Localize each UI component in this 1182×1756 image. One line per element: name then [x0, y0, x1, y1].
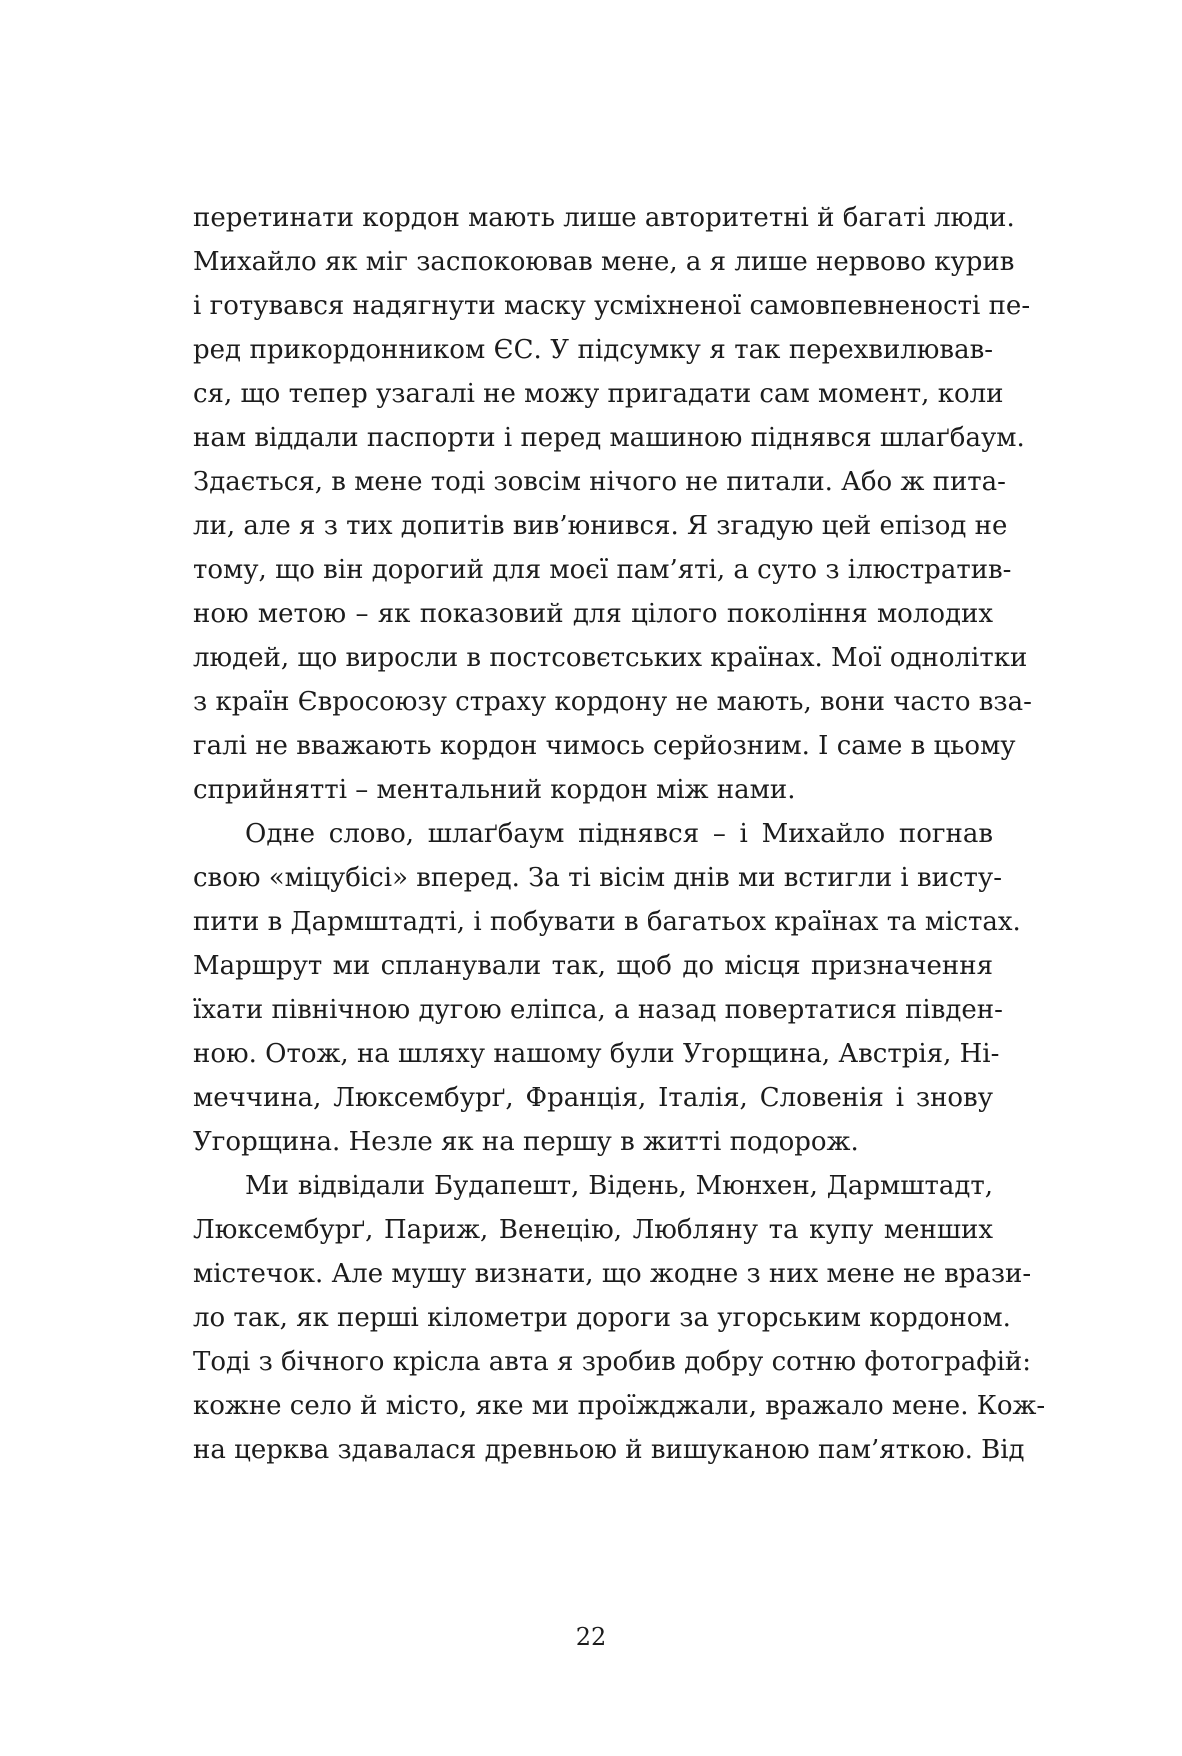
text-line: їхати північною дугою еліпса, а назад повертатися півден-: [193, 995, 1003, 1025]
text-line: ли, але я з тих допитів вив’юнився. Я згадую цей епізод не: [193, 511, 1008, 541]
text-line: Михайло як міг заспокоював мене, а я лише нервово курив: [193, 247, 1015, 277]
text-line: кожне село й місто, яке ми проїжджали, вражало мене. Кож-: [193, 1391, 1046, 1421]
text-line: і готувався надягнути маску усміхненої самовпевненості пе-: [193, 291, 1031, 321]
text-line: з країн Євросоюзу страху кордону не мають, вони часто вза-: [193, 687, 1032, 717]
body-text: [193, 196, 1046, 1472]
text-line: ною метою – як показовий для цілого покоління молодих: [193, 599, 993, 629]
text-line: меччина, Люксембурґ, Франція, Італія, Словенія і знову: [193, 1083, 993, 1113]
text-line: ред прикордонником ЄС. У підсумку я так перехвилював-: [193, 335, 993, 365]
text-line: людей, що виросли в постсовєтських країнах. Мої однолітки: [193, 643, 1028, 673]
text-line: ся, що тепер узагалі не можу пригадати сам момент, коли: [193, 379, 1004, 409]
text-line: Тоді з бічного крісла авта я зробив добру сотню фотографій:: [193, 1347, 1031, 1377]
text-line: свою «міцубісі» вперед. За ті вісім днів ми встигли і висту-: [193, 863, 1002, 893]
text-line: сприйнятті – ментальний кордон між нами.: [193, 775, 796, 805]
text-line: Здається, в мене тоді зовсім нічого не питали. Або ж пита-: [193, 467, 1006, 497]
text-line: Одне слово, шлаґбаум піднявся – і Михайло погнав: [245, 819, 993, 849]
text-line: галі не вважають кордон чимось серйозним. І саме в цьому: [193, 731, 1016, 761]
page-number: 22: [575, 1623, 607, 1651]
text-line: перетинати кордон мають лише авторитетні й багаті люди.: [193, 203, 1015, 233]
text-line: Маршрут ми спланували так, щоб до місця призначення: [193, 951, 993, 981]
paragraph-2: [193, 812, 1021, 1164]
text-line: ло так, як перші кілометри дороги за угорським кордоном.: [193, 1303, 1011, 1333]
text-line: нам віддали паспорти і перед машиною піднявся шлаґбаум.: [193, 423, 1025, 453]
text-line: Люксембурґ, Париж, Венецію, Любляну та купу менших: [193, 1215, 993, 1245]
paragraph-3: [193, 1164, 1046, 1472]
text-line: ною. Отож, на шляху нашому були Угорщина, Австрія, Ні-: [193, 1039, 1000, 1069]
text-line: містечок. Але мушу визнати, що жодне з них мене не врази-: [193, 1259, 1032, 1289]
text-line: на церква здавалася древньою й вишуканою пам’яткою. Від: [193, 1435, 1025, 1465]
paragraph-1: [193, 196, 1032, 812]
text-line: тому, що він дорогий для моєї пам’яті, а суто з ілюстратив-: [193, 555, 1012, 585]
text-line: Ми відвідали Будапешт, Відень, Мюнхен, Дармштадт,: [245, 1171, 993, 1201]
text-line: Угорщина. Незле як на першу в житті подорож.: [193, 1127, 859, 1157]
text-line: пити в Дармштадті, і побувати в багатьох країнах та містах.: [193, 907, 1021, 937]
